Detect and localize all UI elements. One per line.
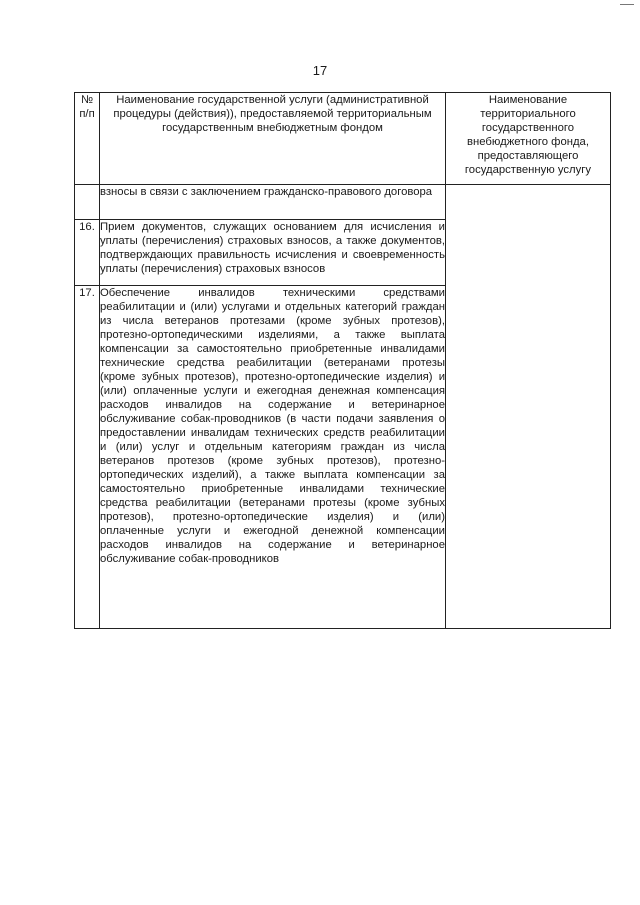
table-row (75, 185, 611, 220)
row-service-name: Обеспечение инвалидов техническими средствами реабилитации и (или) услугами и отдельных категорий граждан из числа ветеранов протезами (кроме зубных протезов), протезно-ортопедическими изделиями, а также выплата компенсации за самостоятельно приобретенные инвалидами технические средства реабилитации (ветеранами протезы (кроме зубных протезов), протезно-ортопедические изделия) и (или) оплаченные услуги и ежегодная денежная компенсация расходов инвалидов на содержание и ветеринарное обслуживание собак-проводников (в части подачи заявления о предоставлении инвалидам технических средств реабилитации и (или) услуг и отдельным категориям граждан из числа ветеранов протезов (кроме зубных протезов), протезно-ортопедических изделий), а также выплата компенсации за самостоятельно приобретенные инвалидами технические средства реабилитации (ветеранами протезы (кроме зубных протезов), протезно-ортопедические изделия) и (или) оплаченные услуги и ежегодной денежной компенсации расходов инвалидов на содержание и ветеринарное обслуживание собак-проводников (100, 286, 446, 629)
header-fund-name: Наименование территориального государственного внебюджетного фонда, предоставляющего государственную услугу (446, 93, 611, 185)
row-number: 16. (75, 220, 100, 286)
header-service-name: Наименование государственной услуги (административной процедуры (действия)), предоставляемой территориальным государственным внебюджетным фондом (100, 93, 446, 185)
corner-mark (620, 4, 634, 5)
header-number: № п/п (75, 93, 100, 185)
row-service-name: взносы в связи с заключением гражданско-правового договора (100, 185, 446, 220)
page-number: 17 (312, 63, 328, 78)
table-header-row (75, 93, 611, 185)
row-number (75, 185, 100, 220)
row-service-name: Прием документов, служащих основанием для исчисления и уплаты (перечисления) страховых взносов, а также документов, подтверждающих правильность исчисления и своевременность уплаты (перечисления) страховых взносов (100, 220, 446, 286)
services-table (74, 92, 611, 629)
row-fund-name (446, 185, 611, 629)
row-number: 17. (75, 286, 100, 629)
